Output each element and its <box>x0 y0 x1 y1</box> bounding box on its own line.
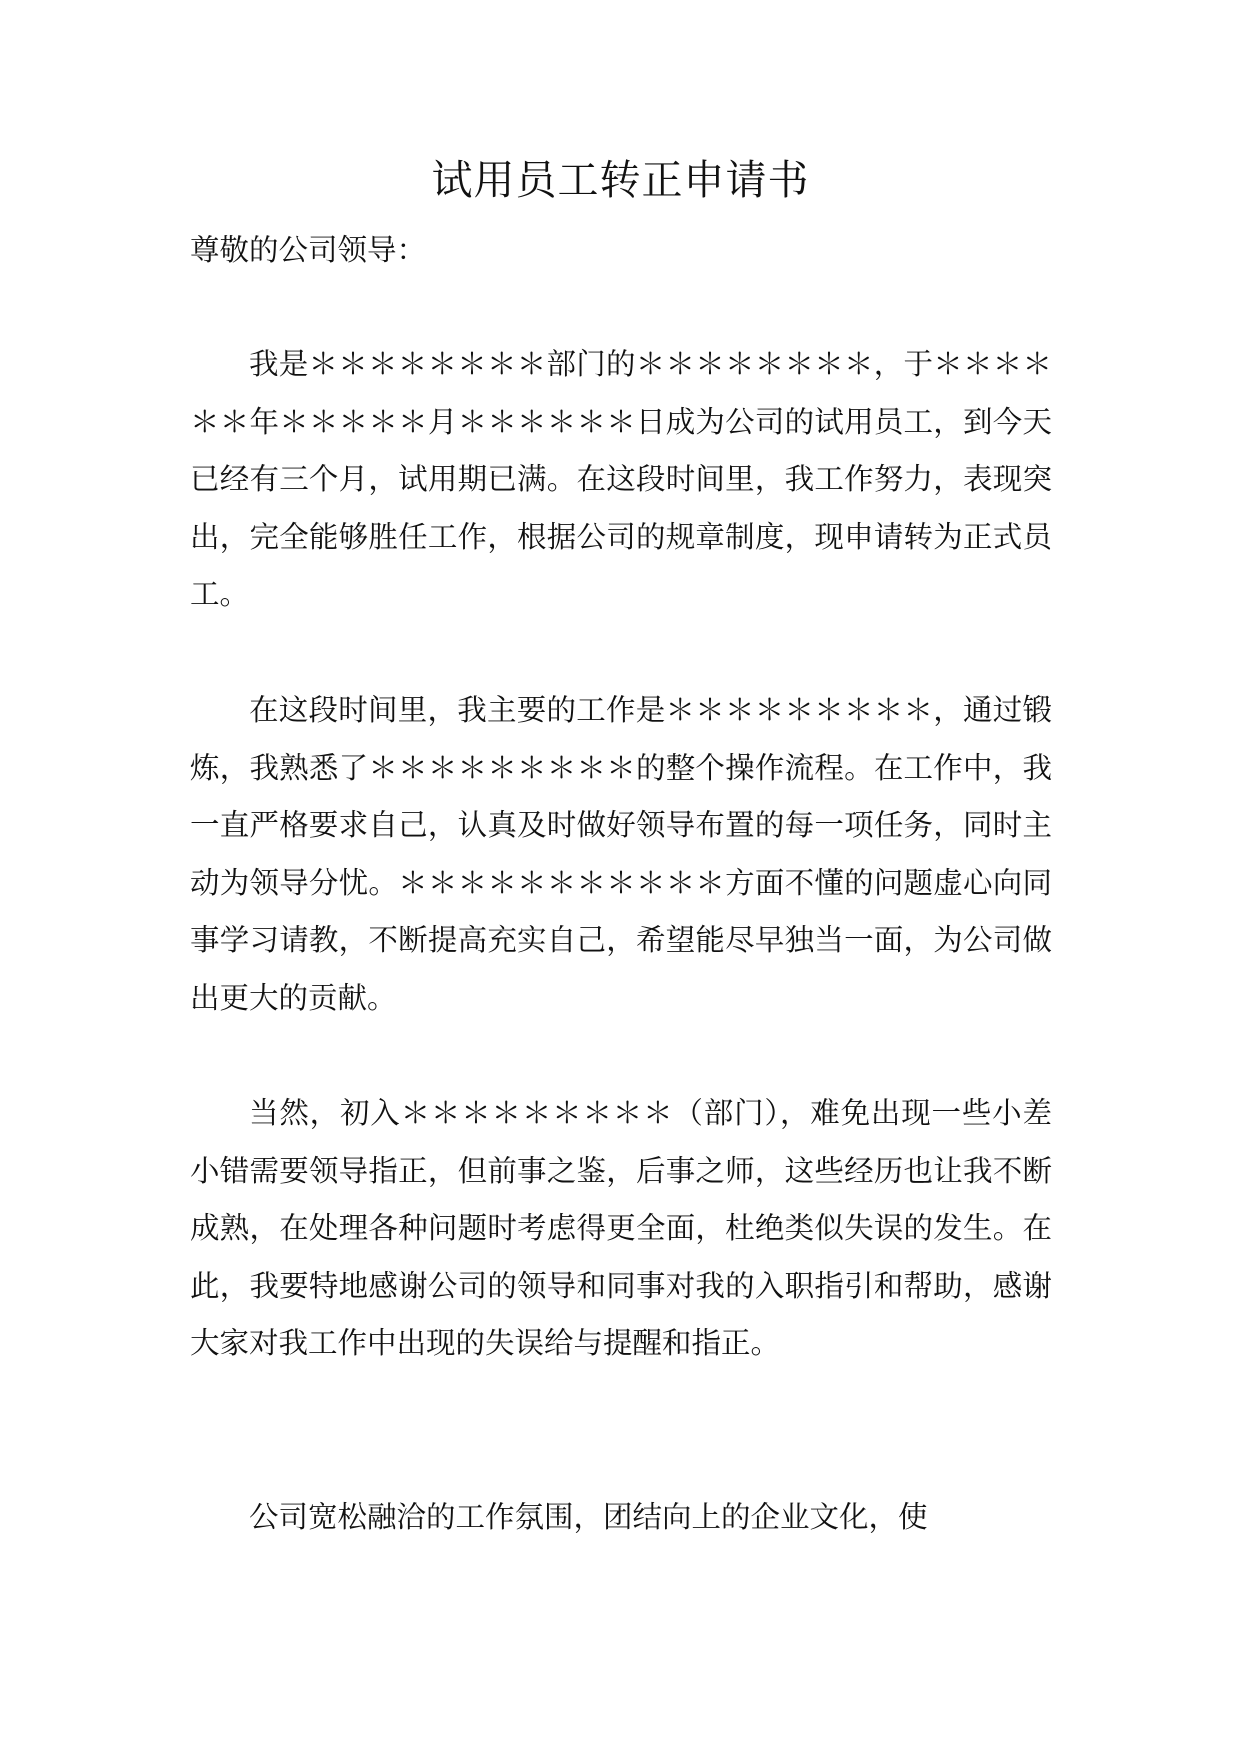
paragraph-3: 当然，初入＊＊＊＊＊＊＊＊＊（部门），难免出现一些小差小错需要领导指正，但前事之鉴，后事之师，这些经历也让我不断成熟，在处理各种问题时考虑得更全面，杜绝类似失误的发生。在此，我要特地感谢公司的领导和同事对我的入职指引和帮助，感谢大家对我工作中出现的失误给与提醒和指正。 <box>190 1096 1052 1361</box>
paragraph-2: 在这段时间里，我主要的工作是＊＊＊＊＊＊＊＊＊，通过锻炼，我熟悉了＊＊＊＊＊＊＊＊＊的整个操作流程。在工作中，我一直严格要求自己，认真及时做好领导布置的每一项任务，同时主动为领导分忧。＊＊＊＊＊＊＊＊＊＊＊方面不懂的问题虚心向同事学习请教，不断提高充实自己，希望能尽早独当一面，为公司做出更大的贡献。 <box>190 693 1052 1015</box>
salutation: 尊敬的公司领导： <box>190 233 427 267</box>
document-title: 试用员工转正申请书 <box>431 156 810 204</box>
paragraph-4: 公司宽松融洽的工作氛围，团结向上的企业文化，使 <box>249 1500 928 1534</box>
paragraph-1: 我是＊＊＊＊＊＊＊＊部门的＊＊＊＊＊＊＊＊，于＊＊＊＊＊＊年＊＊＊＊＊月＊＊＊＊＊＊日成为公司的试用员工，到今天已经有三个月，试用期已满。在这段时间里，我工作努力，表现突出，完全能够胜任工作，根据公司的规章制度，现申请转为正式员工。 <box>190 347 1052 612</box>
